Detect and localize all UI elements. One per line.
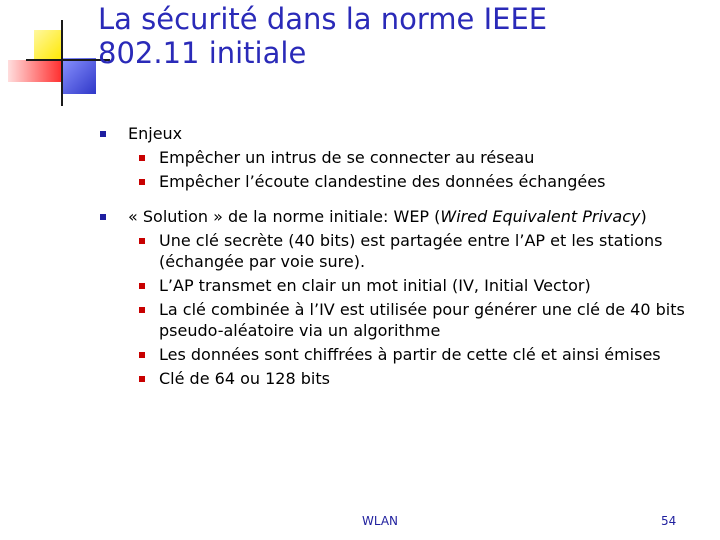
square-bullet-icon bbox=[139, 376, 145, 382]
slide-body bbox=[100, 124, 690, 392]
footer-label: WLAN bbox=[362, 514, 399, 528]
bullet-solution bbox=[100, 207, 690, 227]
sub-bullet-text: Clé de 64 ou 128 bits bbox=[159, 369, 330, 388]
page-number: 54 bbox=[661, 514, 677, 528]
sub-bullet-text: Empêcher l’écoute clandestine des données échangées bbox=[159, 172, 606, 191]
sub-bullet-text: Les données sont chiffrées à partir de cette clé et ainsi émises bbox=[159, 345, 661, 364]
square-bullet-icon bbox=[139, 283, 145, 289]
bullet-enjeux-text: Enjeux bbox=[128, 124, 183, 143]
slide-title bbox=[98, 2, 698, 70]
square-bullet-icon bbox=[139, 155, 145, 161]
square-bullet-icon bbox=[139, 307, 145, 313]
sub-bullet bbox=[128, 147, 690, 168]
square-bullet-icon bbox=[139, 179, 145, 185]
sub-bullet-text: Une clé secrète (40 bits) est partagée entre l’AP et les stations (échangée par voie sure). bbox=[159, 231, 663, 271]
square-bullet-icon bbox=[139, 352, 145, 358]
bullet-solution-prefix: « Solution » de la norme initiale: WEP ( bbox=[128, 207, 441, 226]
square-bullet-icon bbox=[139, 238, 145, 244]
bullet-solution-suffix: ) bbox=[640, 207, 647, 226]
bullet-enjeux bbox=[100, 124, 690, 144]
square-bullet-icon bbox=[100, 131, 106, 137]
sub-bullet bbox=[128, 368, 690, 389]
slide-title-line2: 802.11 initiale bbox=[98, 36, 307, 70]
deco-red-bar bbox=[8, 60, 62, 82]
sub-bullet bbox=[128, 171, 690, 192]
sub-bullet bbox=[128, 299, 690, 341]
bullet-solution-italic: Wired Equivalent Privacy bbox=[440, 207, 641, 226]
sub-bullet bbox=[128, 230, 690, 272]
sub-bullet-text: Empêcher un intrus de se connecter au réseau bbox=[159, 148, 535, 167]
deco-blue-square bbox=[62, 58, 96, 94]
square-bullet-icon bbox=[100, 214, 106, 220]
corner-decoration bbox=[0, 0, 110, 110]
slide-title-line1: La sécurité dans la norme IEEE bbox=[98, 2, 548, 36]
sub-bullet bbox=[128, 344, 690, 365]
sub-bullet-text: La clé combinée à l’IV est utilisée pour générer une clé de 40 bits pseudo-aléatoire via un algorithme bbox=[159, 300, 685, 340]
sub-bullet bbox=[128, 275, 690, 296]
sub-bullet-text: L’AP transmet en clair un mot initial (IV, Initial Vector) bbox=[159, 276, 591, 295]
deco-yellow-square bbox=[34, 30, 62, 60]
